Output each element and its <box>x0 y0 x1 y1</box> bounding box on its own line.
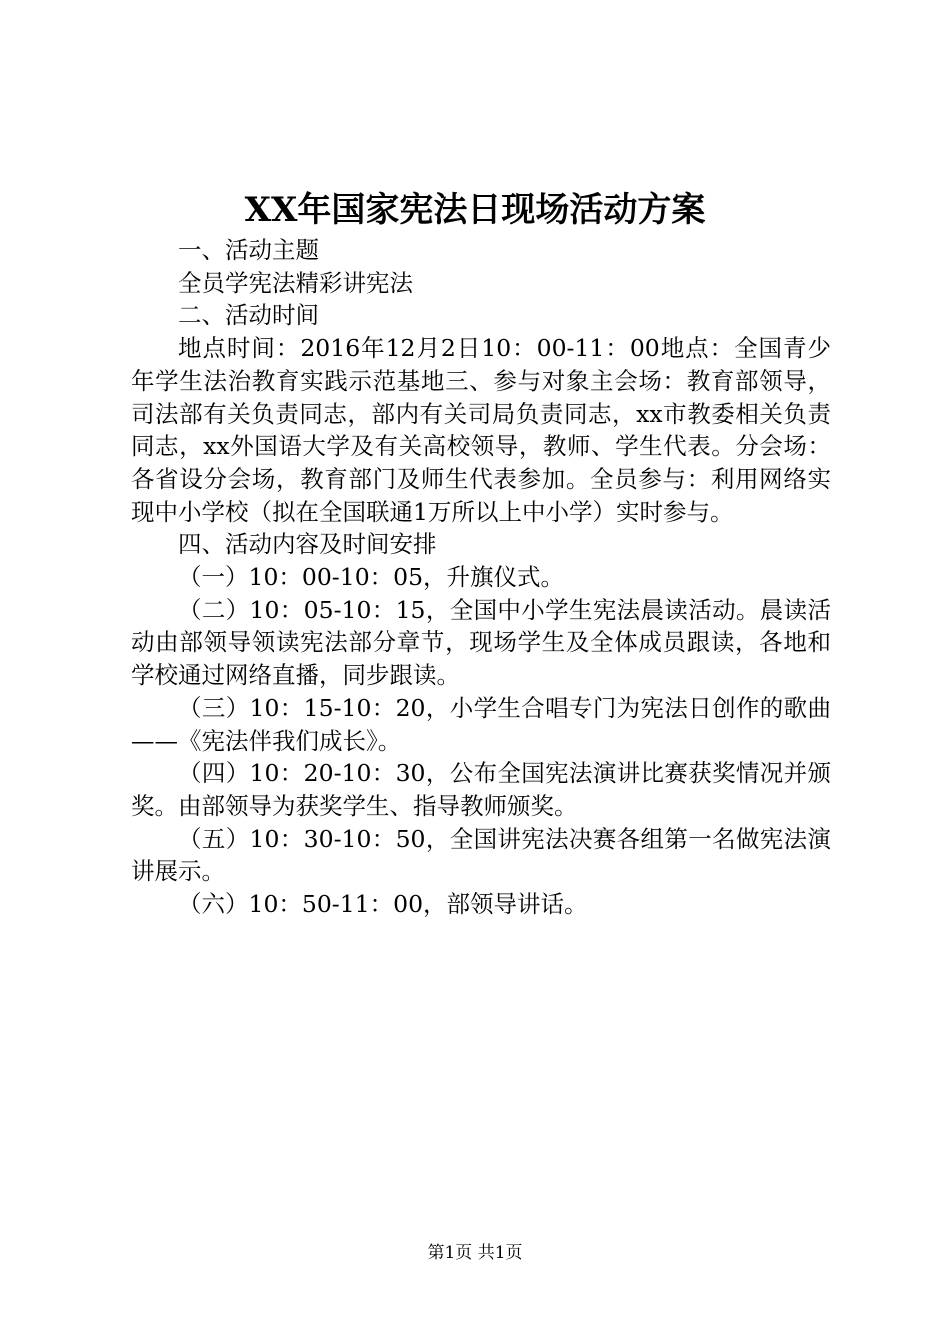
paragraph-item-4: （四）10：20-10：30，公布全国宪法演讲比赛获奖情况并颁奖。由部领导为获奖学生、指导教师颁奖。 <box>131 759 831 820</box>
page-footer: 第1页 共1页 <box>427 1243 523 1263</box>
paragraph-item-3: （三）10：15-10：20，小学生合唱专门为宪法日创作的歌曲——《宪法伴我们成长》。 <box>131 693 831 755</box>
paragraph-theme: 全员学宪法精彩讲宪法 <box>178 268 413 297</box>
paragraph-item-6: （六）10：50-11：00，部领导讲话。 <box>178 890 588 919</box>
paragraph-section-1-heading: 一、活动主题 <box>178 236 319 264</box>
paragraph-item-1: （一）10：00-10：05，升旗仪式。 <box>178 563 565 592</box>
paragraph-item-5: （五）10：30-10：50，全国讲宪法决赛各组第一名做宪法演讲展示。 <box>131 824 831 886</box>
paragraph-time-location: 地点时间：2016年12月2日10：00-11：00地点：全国青少年学生法治教育实践示范基地三、参与对象主会场：教育部领导，司法部有关负责同志，部内有关司局负责同志，xx市教委相关负责同志，xx外国语大学及有关高校领导，教师、学生代表。分会场：各省设分会场，教育部门及师生代表参加。全员参与：利用网络实现中小学校（拟在全国联通1万所以上中小学）实时参与。 <box>131 334 831 526</box>
document-title: XX年国家宪法日现场活动方案 <box>244 190 706 230</box>
document-body <box>131 234 831 921</box>
paragraph-section-4-heading: 四、活动内容及时间安排 <box>178 530 437 559</box>
paragraph-item-2: （二）10：05-10：15，全国中小学生宪法晨读活动。晨读活动由部领导领读宪法部分章节，现场学生及全体成员跟读，各地和学校通过网络直播，同步跟读。 <box>131 595 831 690</box>
paragraph-section-2-heading: 二、活动时间 <box>178 301 319 330</box>
